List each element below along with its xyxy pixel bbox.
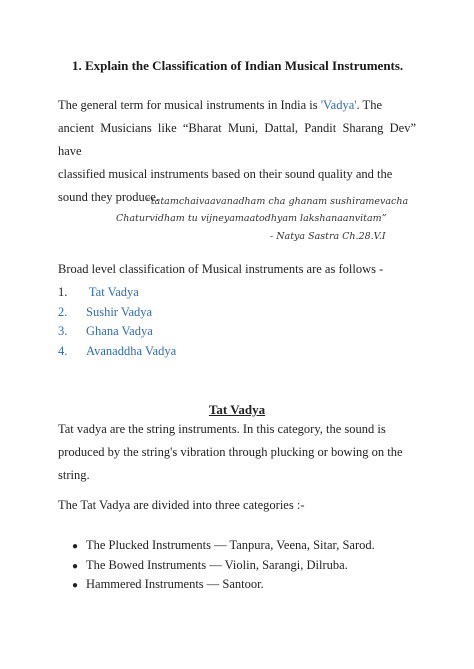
quote-line-1: “tatamchaivaavanadham cha ghanam sushiramevacha	[146, 196, 409, 207]
tat-vadya-heading: Tat Vadya	[208, 402, 266, 417]
tat-line-2: produced by the string's vibration through plucking or bowing on the	[58, 445, 403, 459]
bullet-icon: ●	[72, 541, 79, 552]
tat-line-1: Tat vadya are the string instruments. In this category, the sound is	[58, 422, 386, 436]
list-item: ● Hammered Instruments — Santoor.	[72, 575, 375, 595]
list-item: 1. Tat Vadya	[58, 285, 139, 299]
classification-list	[58, 283, 176, 361]
quote-line-2: Chaturvidham tu vijneyamaatodhyam lakshanaanvitam”	[116, 213, 387, 224]
categories-list	[72, 536, 375, 595]
bullet-icon: ●	[72, 580, 79, 591]
tat-vadya-paragraph	[58, 418, 416, 487]
intro-paragraph	[58, 94, 416, 209]
question-heading: 1. Explain the Classification of Indian Musical Instruments.	[72, 58, 404, 73]
intro-line-4: sound they produce.	[58, 190, 160, 204]
list-item: ● The Plucked Instruments — Tanpura, Veena, Sitar, Sarod.	[72, 536, 375, 556]
list-item: 4. Avanaddha Vadya	[58, 343, 177, 358]
vadya-term: 'Vadya'	[320, 98, 357, 112]
intro-line-1: The general term for musical instruments in India is 'Vadya'. The	[58, 98, 382, 112]
categories-intro: The Tat Vadya are divided into three categories :-	[58, 498, 305, 512]
classification-intro: Broad level classification of Musical instruments are as follows -	[58, 262, 384, 276]
intro-line-3: classified musical instruments based on their sound quality and the	[58, 167, 393, 181]
list-item: ● The Bowed Instruments — Violin, Sarangi, Dilruba.	[72, 556, 375, 576]
quote-source: - Natya Sastra Ch.28.V.I	[270, 231, 386, 242]
bullet-icon: ●	[72, 560, 79, 572]
intro-line-2: ancient Musicians like “Bharat Muni, Dattal, Pandit Sharang Dev” have	[58, 121, 416, 158]
list-item: 2. Sushir Vadya	[58, 304, 153, 319]
tat-line-3: string.	[58, 468, 90, 482]
list-item: 3. Ghana Vadya	[58, 324, 153, 338]
